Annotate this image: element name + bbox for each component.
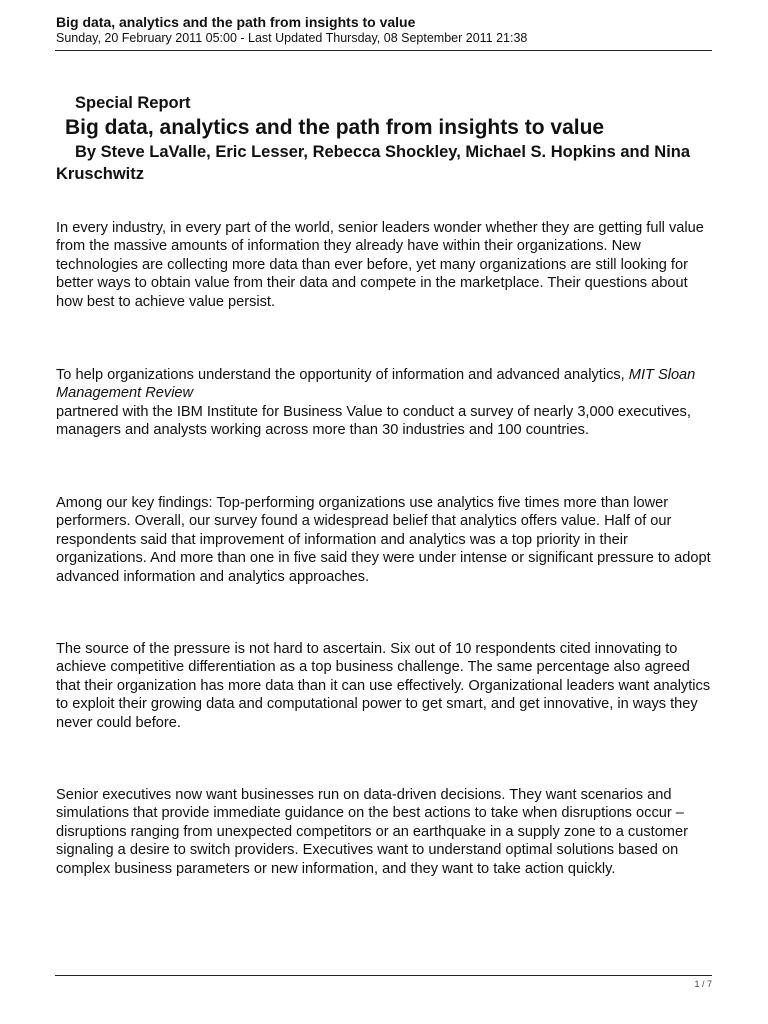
page-indicator: 1 / 7	[694, 979, 712, 989]
paragraph: Senior executives now want businesses run on data-driven decisions. They want scenarios and simulations that provide immediate guidance on the best actions to take when disruptions occur – disruptions ranging from unexpected competitors or an earthquake in a supply zone to a customer signaling a desire to switch providers. Executives want to understand optimal solutions based on complex business parameters or new information, and they want to take action quickly.	[56, 787, 688, 877]
publication-name: MIT Sloan Management Review	[56, 367, 696, 402]
paragraph: In every industry, in every part of the world, senior leaders wonder whether they are getting full value from the massive amounts of information they already have within their organizations. New technologies are collecting more data than ever before, yet many organizations are still looking for better ways to obtain value from their data and compete in the marketplace. Their questions about how best to achieve value persist.	[56, 220, 704, 310]
byline: By Steve LaValle, Eric Lesser, Rebecca Shockley, Michael S. Hopkins and Nina Kruschwitz	[56, 143, 691, 183]
paragraph: Among our key findings: Top-performing organizations use analytics five times more than lower performers. Overall, our survey found a widespread belief that analytics offers value. Half of our respondents said that improvement of information and analytics was a top priority in their organizations. And more than one in five said they were under intense or significant pressure to adopt advanced information and analytics approaches.	[56, 495, 711, 585]
kicker: Special Report	[75, 94, 191, 112]
page-header	[56, 14, 712, 46]
header-title: Big data, analytics and the path from insights to value	[56, 14, 416, 30]
header-divider	[55, 50, 712, 51]
article-title: Big data, analytics and the path from insights to value	[65, 116, 605, 139]
footer-divider	[55, 975, 712, 976]
paragraph-text: partnered with the IBM Institute for Business Value to conduct a survey of nearly 3,000 executives, managers and analysts working across more than 30 industries and 100 countries.	[56, 403, 691, 439]
header-dates: Sunday, 20 February 2011 05:00 - Last Updated Thursday, 08 September 2011 21:38	[56, 31, 528, 45]
paragraph-text: To help organizations understand the opportunity of information and advanced analytics,	[56, 367, 629, 383]
paragraph: The source of the pressure is not hard to ascertain. Six out of 10 respondents cited innovating to achieve competitive differentiation as a top business challenge. The same percentage also agreed that their organization has more data than it can use effectively. Organizational leaders want analytics to exploit their growing data and computational power to get smart, and get innovative, in ways they never could before.	[56, 641, 711, 731]
paragraph	[56, 366, 716, 440]
